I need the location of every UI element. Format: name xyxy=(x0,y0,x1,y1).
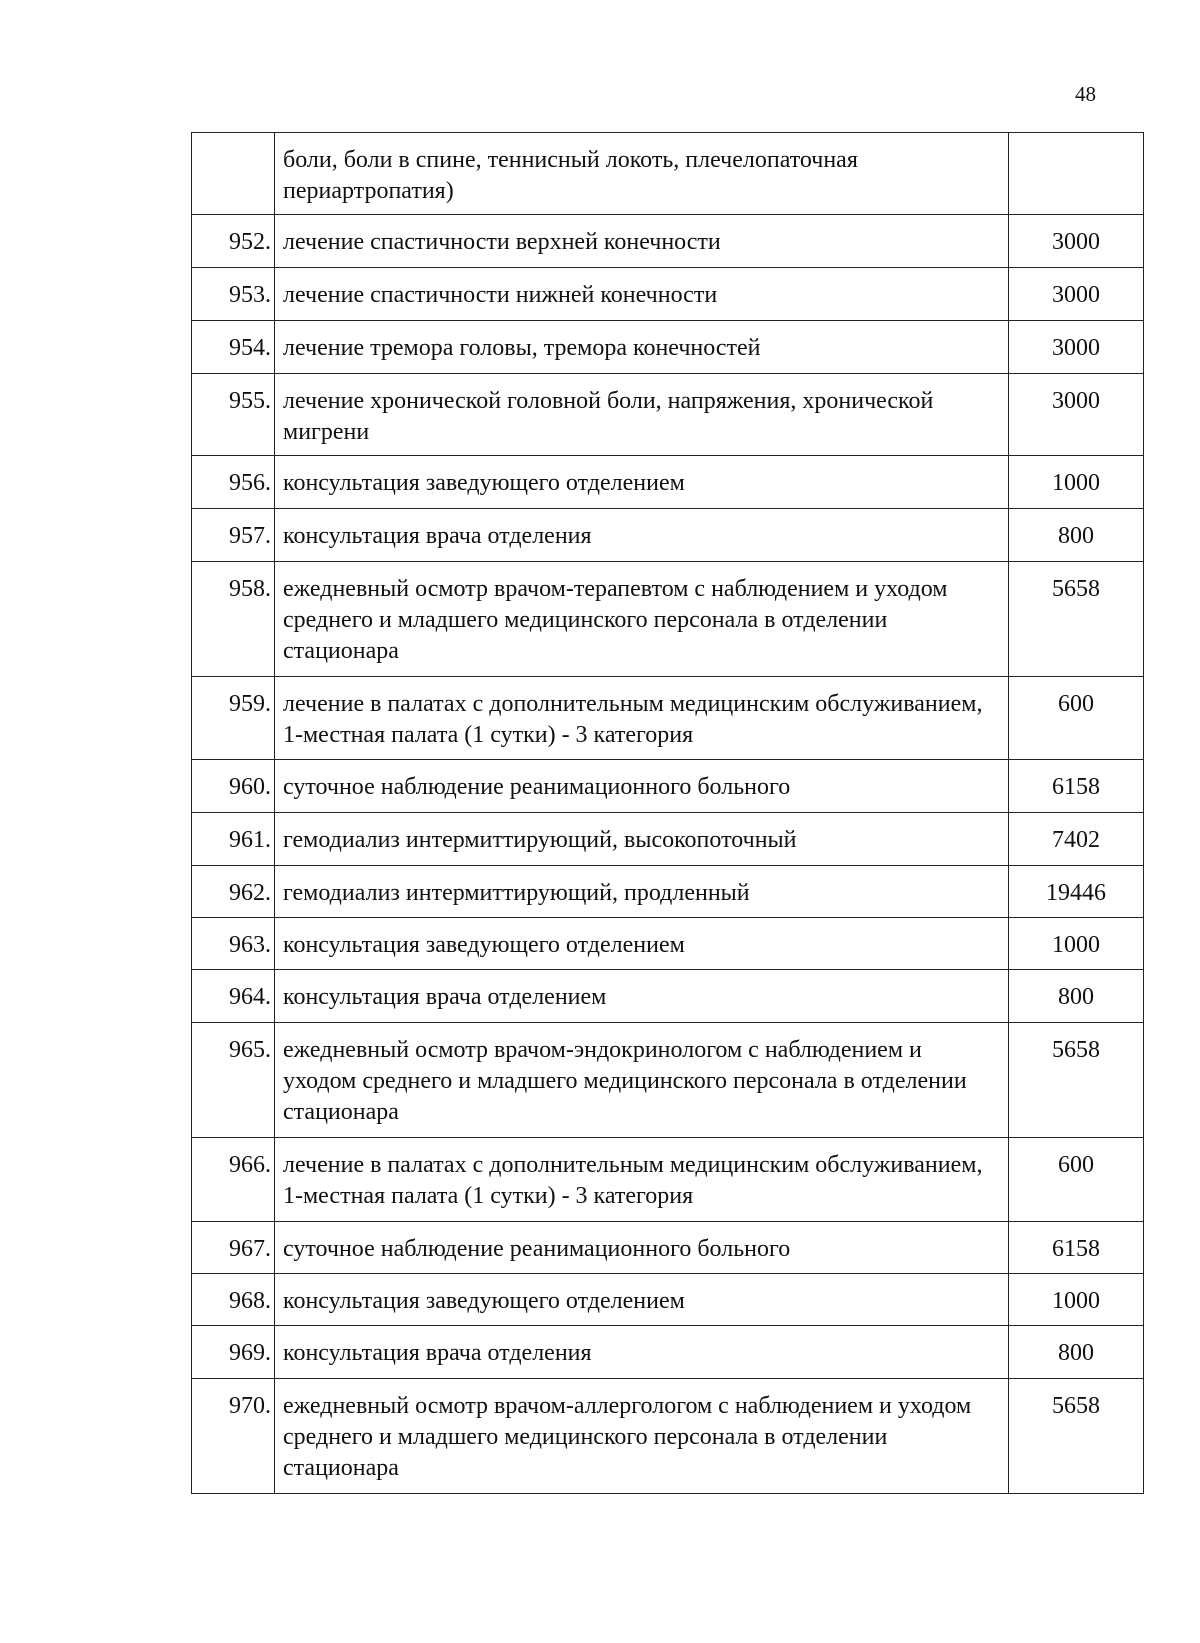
price-cell: 19446 xyxy=(1009,866,1144,918)
table-row xyxy=(192,133,1144,215)
service-description-cell: лечение спастичности нижней конечности xyxy=(275,268,1009,321)
price-cell: 800 xyxy=(1009,1326,1144,1379)
service-description-cell: суточное наблюдение реанимационного больного xyxy=(275,1222,1009,1274)
row-number-cell: 969. xyxy=(192,1326,275,1379)
price-cell: 1000 xyxy=(1009,918,1144,970)
service-description-cell: лечение хронической головной боли, напряжения, хронической мигрени xyxy=(275,374,1009,456)
price-cell: 5658 xyxy=(1009,1023,1144,1138)
row-number-cell: 964. xyxy=(192,970,275,1023)
price-table-body xyxy=(192,133,1144,1494)
row-number-cell: 957. xyxy=(192,509,275,562)
row-number-cell: 954. xyxy=(192,321,275,374)
table-row xyxy=(192,760,1144,813)
table-row xyxy=(192,509,1144,562)
row-number-cell: 962. xyxy=(192,866,275,918)
table-row xyxy=(192,1023,1144,1138)
row-number-cell: 970. xyxy=(192,1379,275,1494)
row-number-cell: 965. xyxy=(192,1023,275,1138)
price-cell: 600 xyxy=(1009,677,1144,760)
table-row xyxy=(192,866,1144,918)
service-description-cell: гемодиализ интермиттирующий, продленный xyxy=(275,866,1009,918)
table-row xyxy=(192,1326,1144,1379)
row-number-cell: 960. xyxy=(192,760,275,813)
table-row xyxy=(192,1379,1144,1494)
row-number-cell: 961. xyxy=(192,813,275,866)
table-row xyxy=(192,970,1144,1023)
table-row xyxy=(192,813,1144,866)
service-description-cell: консультация врача отделения xyxy=(275,509,1009,562)
table-row xyxy=(192,1222,1144,1274)
service-description-cell: лечение тремора головы, тремора конечностей xyxy=(275,321,1009,374)
price-cell: 6158 xyxy=(1009,760,1144,813)
service-description-cell: консультация врача отделением xyxy=(275,970,1009,1023)
row-number-cell: 959. xyxy=(192,677,275,760)
price-cell: 5658 xyxy=(1009,1379,1144,1494)
row-number-cell: 958. xyxy=(192,562,275,677)
price-cell: 1000 xyxy=(1009,1274,1144,1326)
price-cell: 800 xyxy=(1009,970,1144,1023)
row-number-cell: 956. xyxy=(192,456,275,509)
table-row xyxy=(192,677,1144,760)
price-cell: 1000 xyxy=(1009,456,1144,509)
table-row xyxy=(192,268,1144,321)
price-cell xyxy=(1009,133,1144,215)
page-number: 48 xyxy=(1075,82,1096,106)
price-cell: 3000 xyxy=(1009,268,1144,321)
service-description-cell: боли, боли в спине, теннисный локоть, плечелопаточная периартропатия) xyxy=(275,133,1009,215)
row-number-cell xyxy=(192,133,275,215)
service-description-cell: ежедневный осмотр врачом-аллергологом с наблюдением и уходом среднего и младшего медицинского персонала в отделении стационара xyxy=(275,1379,1009,1494)
service-description-cell: лечение спастичности верхней конечности xyxy=(275,215,1009,268)
table-row xyxy=(192,1138,1144,1222)
price-cell: 5658 xyxy=(1009,562,1144,677)
row-number-cell: 963. xyxy=(192,918,275,970)
service-description-cell: лечение в палатах с дополнительным медицинским обслуживанием, 1-местная палата (1 сутки) - 3 категория xyxy=(275,1138,1009,1222)
table-row xyxy=(192,321,1144,374)
price-cell: 6158 xyxy=(1009,1222,1144,1274)
price-cell: 800 xyxy=(1009,509,1144,562)
service-description-cell: ежедневный осмотр врачом-эндокринологом с наблюдением и уходом среднего и младшего медицинского персонала в отделении стационара xyxy=(275,1023,1009,1138)
price-cell: 3000 xyxy=(1009,321,1144,374)
service-description-cell: консультация заведующего отделением xyxy=(275,456,1009,509)
service-description-cell: консультация заведующего отделением xyxy=(275,1274,1009,1326)
price-cell: 3000 xyxy=(1009,215,1144,268)
service-description-cell: гемодиализ интермиттирующий, высокопоточный xyxy=(275,813,1009,866)
row-number-cell: 952. xyxy=(192,215,275,268)
row-number-cell: 966. xyxy=(192,1138,275,1222)
table-row xyxy=(192,1274,1144,1326)
table-row xyxy=(192,562,1144,677)
service-description-cell: суточное наблюдение реанимационного больного xyxy=(275,760,1009,813)
table-row xyxy=(192,918,1144,970)
row-number-cell: 967. xyxy=(192,1222,275,1274)
table-row xyxy=(192,215,1144,268)
price-cell: 7402 xyxy=(1009,813,1144,866)
service-description-cell: лечение в палатах с дополнительным медицинским обслуживанием, 1-местная палата (1 сутки) - 3 категория xyxy=(275,677,1009,760)
price-table xyxy=(191,132,1144,1494)
price-cell: 600 xyxy=(1009,1138,1144,1222)
service-description-cell: консультация заведующего отделением xyxy=(275,918,1009,970)
service-description-cell: консультация врача отделения xyxy=(275,1326,1009,1379)
price-cell: 3000 xyxy=(1009,374,1144,456)
row-number-cell: 955. xyxy=(192,374,275,456)
row-number-cell: 953. xyxy=(192,268,275,321)
service-description-cell: ежедневный осмотр врачом-терапевтом с наблюдением и уходом среднего и младшего медицинского персонала в отделении стационара xyxy=(275,562,1009,677)
table-row xyxy=(192,456,1144,509)
table-row xyxy=(192,374,1144,456)
row-number-cell: 968. xyxy=(192,1274,275,1326)
